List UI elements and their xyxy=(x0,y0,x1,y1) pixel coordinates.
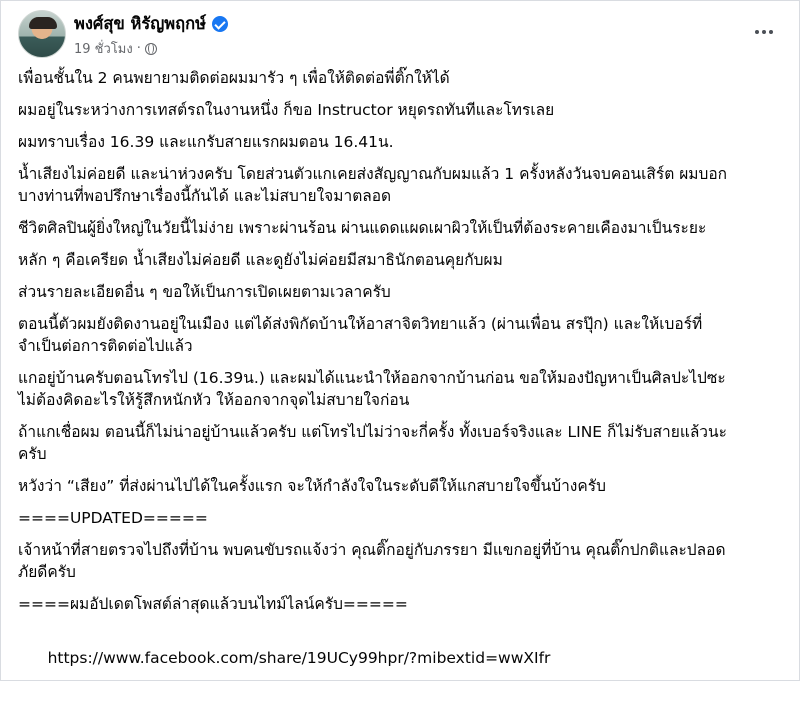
post-paragraph: เจ้าหน้าที่สายตรวจไปถึงที่บ้าน พบคนขับรถแจ้งว่า คุณติ๊กอยู่กับภรรยา มีแขกอยู่ที่บ้าน คุณติ๊กปกติและปลอด ภัยดีครับ xyxy=(18,541,726,581)
post-paragraph: หลัก ๆ คือเครียด น้ำเสียงไม่ค่อยดี และดูยังไม่ค่อยมีสมาธินักตอนคุยกับผม xyxy=(18,251,503,269)
author-name[interactable]: พงศ์สุข หิรัญพฤกษ์ xyxy=(74,14,207,33)
post-header xyxy=(18,10,782,60)
more-options-dot xyxy=(769,30,773,34)
post-link[interactable]: https://www.facebook.com/share/19UCy99hpr/?mibextid=wwXIfr xyxy=(47,649,551,667)
post-meta xyxy=(74,38,157,59)
post-time[interactable]: 19 ชั่วโมง xyxy=(74,42,133,57)
post-paragraph: เพื่อนชั้นใน 2 คนพยายามติดต่อผมมารัว ๆ เพื่อให้ติดต่อพี่ติ๊กให้ได้ xyxy=(18,69,450,87)
post-paragraph: ====UPDATED===== xyxy=(18,509,208,527)
post-body xyxy=(18,67,782,701)
verified-badge-icon xyxy=(212,16,228,32)
post-paragraph: หวังว่า “เสียง” ที่ส่งผ่านไปได้ในครั้งแรก จะให้กำลังใจในระดับดีให้แกสบายใจขึ้นบ้างครับ xyxy=(18,477,606,495)
more-options-icon xyxy=(755,30,759,34)
post-paragraph: ผมทราบเรื่อง 16.39 และแกรับสายแรกผมตอน 16.41น. xyxy=(18,133,394,151)
post-paragraph: ตอนนี้ตัวผมยังติดงานอยู่ในเมือง แต่ได้ส่งพิกัดบ้านให้อาสาจิตวิทยาแล้ว (ผ่านเพื่อน สรปุ๊ก) และให้เบอร์ที่ จำเป็นต่อการติดต่อไปแล้ว xyxy=(18,315,703,355)
post-paragraph: ส่วนรายละเอียดอื่น ๆ ขอให้เป็นการเปิดเผยตามเวลาครับ xyxy=(18,283,391,301)
post-paragraph: ชีวิตศิลปินผู้ยิ่งใหญ่ในวัยนี้ไม่ง่าย เพราะผ่านร้อน ผ่านแดดแผดเผาผิวให้เป็นที่ต้องระคายเคืองมาเป็นระยะ xyxy=(18,219,707,237)
post-paragraph: ผมอยู่ในระหว่างการเทสต์รถในงานหนึ่ง ก็ขอ Instructor หยุดรถทันทีและโทรเลย xyxy=(18,101,555,119)
author-name-row xyxy=(74,11,228,37)
globe-icon[interactable] xyxy=(145,43,157,55)
avatar[interactable] xyxy=(18,10,66,58)
more-options-button[interactable] xyxy=(746,18,782,46)
post-paragraph: ถ้าแกเชื่อผม ตอนนี้ก็ไม่น่าอยู่บ้านแล้วครับ แต่โทรไปไม่ว่าจะกี่ครั้ง ทั้งเบอร์จริงและ LINE ก็ไม่รับสายแล้วนะ ครับ xyxy=(18,423,727,463)
post-paragraph: แกอยู่บ้านครับตอนโทรไป (16.39น.) และผมได้แนะนำให้ออกจากบ้านก่อน ขอให้มองปัญหาเป็นศิลปะไปซะ ไม่ต้องคิดอะไรให้รู้สึกหนักหัว ให้ออกจากจุดไม่สบายใจก่อน xyxy=(18,369,726,409)
more-options-dot xyxy=(762,30,766,34)
meta-separator: · xyxy=(136,41,141,56)
post-link-paragraph xyxy=(18,625,782,691)
post-paragraph: ====ผมอัปเดตโพสต์ล่าสุดแล้วบนไทม์ไลน์ครับ===== xyxy=(18,595,408,613)
post-paragraph: น้ำเสียงไม่ค่อยดี และน่าห่วงครับ โดยส่วนตัวแกเคยส่งสัญญาณกับผมแล้ว 1 ครั้งหลังวันจบคอนเสิร์ต ผมบอก บางท่านที่พอปรึกษาเรื่องนี้กันได้ และไม่สบายใจมาตลอด xyxy=(18,165,728,205)
